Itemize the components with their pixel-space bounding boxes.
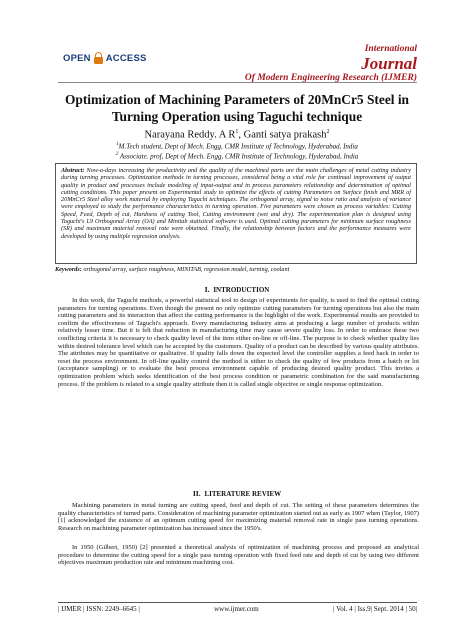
affiliation-1-text: M.Tech student, Dept of Mech. Engg, CMR Institute of Technology, Hyderabad, India <box>118 142 358 151</box>
literature-paragraph-2 <box>58 544 419 576</box>
abstract-text: Now-a-days increasing the productivity and the quality of the machined parts are the main challenges of metal cutting industry during turning processes. Optimization methods in turning processes, considered being a vital role for continual improvement of output quality in product and processes include modeling of input-output and in process parameters relationship and determination of optimal cutting conditions. This paper present on Experimental study to optimize the effects of cutting Parameters on Surface finish and MRR of 20MnCr5 Steel alloy work material by employing Taguchi techniques. The orthogonal array, signal to noise ratio and analysis of variance were employed to study the performance characteristics in turning operation. Five parameters were chosen as process variables: Cutting Speed, Feed, Depth of cut, Hardness of cutting Tool, Cutting environment (wet and dry). The experimentation plan is designed using Taguchi's L9 Orthogonal Array (OA) and Minitab statistical software is used. Optimal cutting parameters for minimum surface roughness (SR) and maximum material removal rate were obtained. Finally, the relationship between factors and the performance measures were developed by using multiple regression analysis. <box>61 167 411 240</box>
open-access-logo <box>63 52 147 64</box>
footer-volume: | Vol. 4 | Iss.9| Sept. 2014 | 50| <box>333 605 417 613</box>
section-2-number: II. <box>192 489 201 498</box>
author-2-sup: 2 <box>326 129 330 135</box>
journal-line-3: Of Modern Engineering Research (IJMER) <box>244 73 417 83</box>
affiliation-2 <box>40 150 434 161</box>
open-lock-icon <box>93 52 104 64</box>
journal-line-1: International <box>364 44 417 54</box>
literature-text-1: Machining parameters in metal turning are cutting speed, feed and depth of cut. The setting of these parameters determines the quality characteristics of turned parts. Consideration of machining parameter optimization started out as early as 1907 when (Taylor, 1907) [1] acknowledged the existence of an optimum cutting speed for maximizing material removal rate in single pass turning operations. Research on machining parameter optimization has increased since the 1950's. <box>58 502 419 532</box>
affiliation-1-sup: 1 <box>116 142 119 147</box>
title-line-2: Turning Operation using Taguchi technique <box>111 109 363 124</box>
abstract-label: Abstract: <box>61 167 85 174</box>
author-1: Narayana Reddy. A R <box>144 129 236 141</box>
abstract-box <box>55 163 417 264</box>
footer-url[interactable]: www.ijmer.com <box>214 605 259 613</box>
author-2: , Ganti satya prakash <box>238 129 327 141</box>
abstract <box>61 167 411 240</box>
journal-line-2: Journal <box>361 54 417 73</box>
introduction-text: In this work, the Taguchi methods, a powerful statistical tool to design of experiments for quality, is used to find the optimal cutting parameters for turning operations. Even though the present no only optimize cutting parameters for turning operations but also the main cutting parameters and its interaction that affect the cutting performance is the highlight of the work. Experimental results are provided to confirm the effectiveness of Taguchi's approach. Every manufacturing industry aims at producing a large number of products within relatively lesser time. But it is felt that reduction in manufacturing time may cause severe quality loss. In order to embrace these two conflicting criteria it is necessary to check quality level of the item either on-line or off-line. The purpose is to check whether quality lies within desired tolerance level which can be accepted by the customers. Quality of a product can be described by various quality attributes. The attributes may be quantitative or qualitative. If quality falls down the expected level the controller supplies a feed back in order to reset the process environment. In off-line quality control the method is either to check the quality of few products from a batch or lot (acceptance sampling) or to evaluate the best process environment capable of producing desired quality product. This invites a optimization problem which seeks identification of the best process condition or parametric combination for the said manufacturing process. If the problem is related to a single quality attribute then it is called single objective or single response optimization. <box>58 297 419 388</box>
section-2-title: LITERATURE REVIEW <box>204 490 282 498</box>
keywords-label: Keywords: <box>55 266 82 273</box>
footer-issn: | IJMER | ISSN: 2249–6645 | <box>58 605 140 613</box>
keywords-text: orthogonal array, surface roughness, MINITAB, regression model, turning, coolant <box>81 266 290 273</box>
section-1-number: I. <box>204 285 210 294</box>
section-1-title: INTRODUCTION <box>213 286 270 294</box>
keywords <box>55 266 417 273</box>
literature-paragraph-1 <box>58 502 419 542</box>
affiliation-2-sup: 2 <box>115 152 119 157</box>
author-1-sup: 1 <box>235 129 239 135</box>
section-heading-literature-review <box>40 489 434 498</box>
page-footer <box>58 605 417 613</box>
paper-title <box>40 91 434 125</box>
oa-access-text: ACCESS <box>105 52 147 64</box>
journal-masthead <box>245 44 417 84</box>
section-heading-introduction <box>40 285 434 294</box>
affiliation-2-text: Associate. prof, Dept of Mech. Engg, CMR Institute of Technology, Hyderabad, India <box>118 152 359 161</box>
literature-text-2: In 1950 (Gilbert, 1950) [2] presented a theoretical analysis of optimization of machining process and proposed an analytical procedure to determine the cutting speed for a single pass turning operation with fixed feed rate and depth of cut by using two different objectives maximum production rate and minimum machining cost. <box>58 544 419 567</box>
footer-divider <box>58 602 417 603</box>
header-divider <box>58 82 417 83</box>
oa-open-text: OPEN <box>63 52 91 64</box>
introduction-paragraph <box>58 297 419 485</box>
title-line-1: Optimization of Machining Parameters of 20MnCr5 Steel in <box>64 92 409 107</box>
